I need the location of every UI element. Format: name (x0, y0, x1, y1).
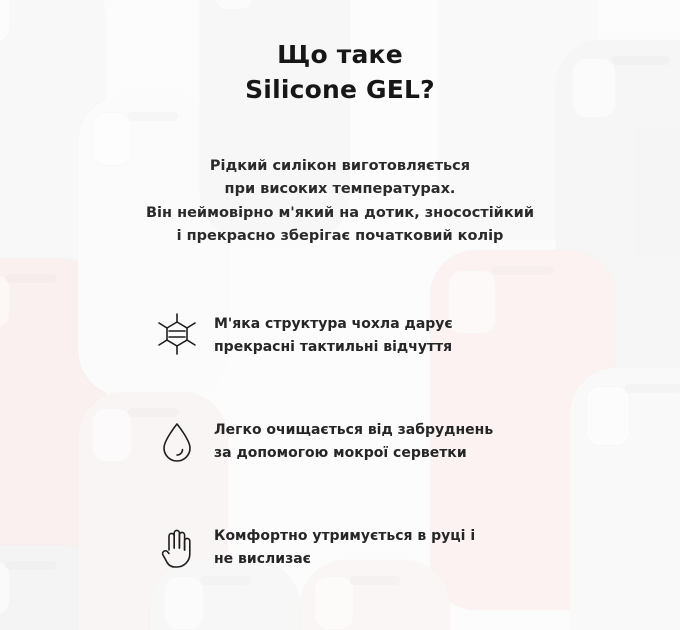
intro-line: при високих температурах. (224, 181, 456, 198)
list-item (140, 517, 540, 579)
feature-line: Легко очищається від забруднень (214, 422, 494, 439)
feature-line: М'яка структура чохла дарує (214, 316, 453, 333)
list-item-text (214, 525, 475, 570)
molecule-icon (140, 310, 214, 362)
feature-line: прекрасні тактильні відчуття (214, 338, 453, 355)
intro-line: Він неймовірно м'який на дотик, зносостійкий (145, 204, 535, 221)
feature-list (140, 305, 540, 579)
list-item (140, 305, 540, 367)
feature-line: за допомогою мокрої серветки (214, 444, 467, 461)
list-item (140, 411, 540, 473)
water-drop-icon (140, 416, 214, 468)
intro-line: і прекрасно зберігає початковий колір (176, 228, 504, 245)
intro-paragraph (120, 155, 560, 249)
list-item-text (214, 313, 453, 358)
page-title (56, 38, 624, 107)
feature-line: не вислизає (214, 550, 311, 567)
feature-line: Комфортно утримується в руці і (214, 528, 476, 545)
hand-icon (140, 522, 214, 574)
list-item-text (214, 419, 493, 464)
title-line-2: Silicone GEL? (245, 74, 435, 104)
intro-line: Рідкий силікон виготовляється (209, 158, 471, 174)
title-line-1: Що таке (277, 40, 403, 69)
